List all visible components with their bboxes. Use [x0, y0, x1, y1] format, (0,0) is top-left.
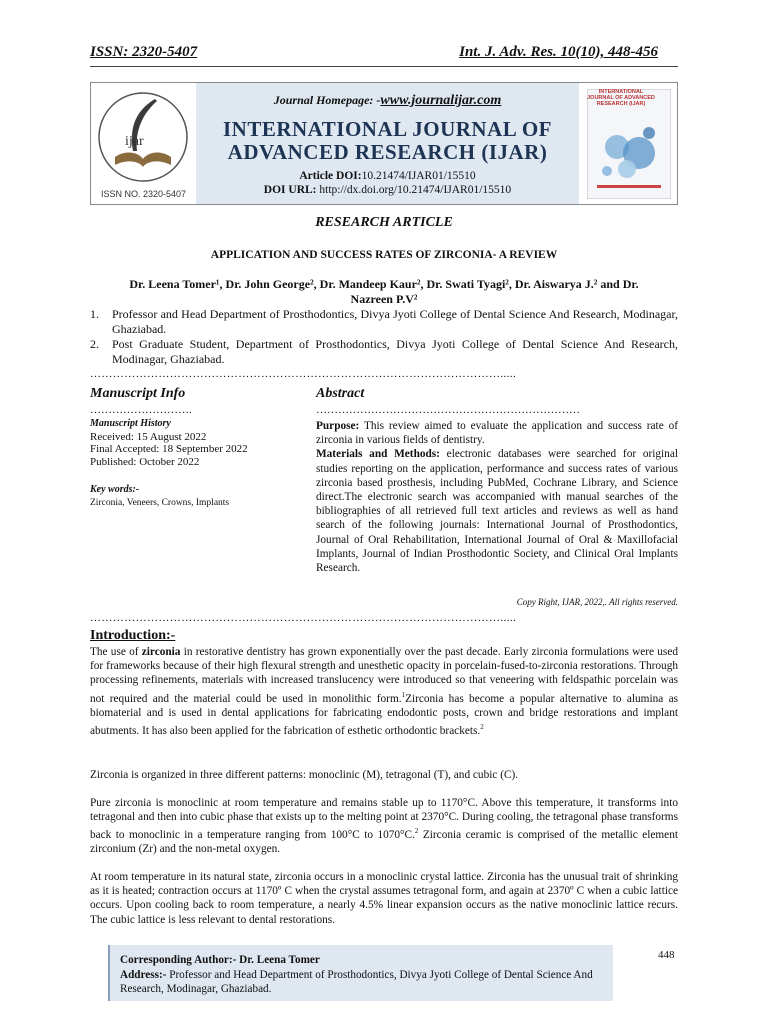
journal-reference: Int. J. Adv. Res. 10(10), 448-456	[459, 44, 658, 60]
keywords-label: Key words:-	[90, 484, 140, 495]
separator-bottom: ……………………………………………………………………………………………….....	[90, 612, 517, 624]
article-type: RESEARCH ARTICLE	[315, 215, 453, 230]
affiliation-number: 2.	[90, 337, 99, 351]
intro-paragraph-1: The use of zirconia in restorative dentistry has grown exponentially over the past decade. Early zirconia formulations were used for frameworks because of their high flexural strength and unesthetic opacity in porcelain-fused-to-zirconia restorations. Through processing refinements, materials with increased translucency were introduced so that veneering with feldspathic porcelain was not required and the material could be used in monolithic form.$^1$Zirconia has become a popular alternative to alumina as biomaterial and is used in dental applications for fabricating endodontic posts, crown and bridge restorations and implant abutments. It has also been applied for the fabrication of esthetic orthodontic brackets.$^2$	[90, 646, 678, 737]
zirconia-bold: zirconia	[141, 646, 181, 658]
introduction-heading: Introduction:-	[90, 628, 176, 643]
purpose-label: Purpose:	[316, 420, 360, 432]
manuscript-info-heading: Manuscript Info	[90, 386, 186, 401]
journal-banner	[90, 82, 678, 205]
abstract-methods	[316, 447, 678, 575]
address-text: Professor and Head Department of Prosthodontics, Divya Jyoti College of Dental Science And Research, Modinagar, Ghaziabad.	[120, 968, 593, 995]
manuscript-dots: ……………………….	[90, 404, 192, 416]
affiliation-number: 1.	[90, 307, 99, 321]
affiliation-text: Professor and Head Department of Prosthodontics, Divya Jyoti College of Dental Science And Research, Modinagar, Ghaziabad.	[112, 307, 678, 336]
citation: 1	[401, 690, 406, 699]
address-label: Address:-	[120, 968, 167, 981]
doi-value: 10.21474/IJAR01/15510	[361, 170, 476, 182]
citation: 2	[480, 722, 484, 731]
logo-text: ijar	[125, 134, 144, 149]
page-number: 448	[658, 949, 675, 961]
manuscript-info	[90, 418, 290, 509]
affiliation-text: Post Graduate Student, Department of Prosthodontics, Divya Jyoti College of Dental Science And Research, Modinagar, Ghaziabad.	[112, 337, 678, 366]
homepage-link[interactable]: www.journalijar.com	[380, 93, 502, 108]
published-date: Published: October 2022	[90, 455, 200, 468]
journal-title-line2: ADVANCED RESEARCH (IJAR)	[227, 140, 548, 164]
abstract-heading: Abstract	[316, 386, 365, 401]
manuscript-history-label: Manuscript History	[90, 418, 171, 429]
article-title: APPLICATION AND SUCCESS RATES OF ZIRCONIA- A REVIEW	[210, 249, 558, 261]
header-rule	[90, 66, 678, 67]
keywords: Zirconia, Veneers, Crowns, Implants	[90, 497, 230, 508]
doi-url-label: DOI URL:	[263, 184, 317, 196]
intro-paragraph-3: Pure zirconia is monoclinic at room temperature and remains stable up to 1170°C. Above this temperature, it transforms into tetragonal and then into cubic phase that exists up to the melting point at 2370°C. During cooling, the tetragonal phase transforms back to monoclinic in a temperature ranging from 100°C to 1070°C.$^2$ Zirconia ceramic is comprised of the metallic element zirconium (Zr) and the non-metal oxygen.	[90, 797, 678, 856]
doi-block	[196, 169, 579, 197]
intro-paragraph-4: At room temperature in its natural state, zirconia occurs in a monoclinic crystal lattice. Zirconia has the unusual trait of shrinking as it is heated; contraction occurs at 1170º C when the crystal assumes tetragonal form, and again at 2370º C when a cubic lattice occurs. Upon cooling back to room temperature, a nearly 4.5% linear expansion occurs as the native monoclinic lattice recurs. The cubic lattice is less relevant to dental restorations.	[90, 871, 678, 926]
abstract-purpose	[316, 419, 678, 447]
methods-label: Materials and Methods:	[316, 448, 440, 461]
affiliation-1	[90, 307, 678, 337]
doi-url[interactable]: http://dx.doi.org/10.21474/IJAR01/15510	[319, 184, 512, 196]
journal-title	[196, 118, 579, 164]
accepted-date: Final Accepted: 18 September 2022	[90, 443, 248, 455]
journal-title-line1: INTERNATIONAL JOURNAL OF	[223, 117, 552, 141]
citation: 2	[414, 827, 419, 836]
copyright: Copy Right, IJAR, 2022,. All rights reserved.	[516, 597, 678, 607]
doi-label: Article DOI:	[299, 170, 362, 182]
affiliation-2	[90, 337, 678, 367]
corresponding-author-box	[108, 945, 613, 1001]
banner-center	[196, 83, 579, 204]
cover-title: INTERNATIONAL JOURNAL OF ADVANCED RESEARCH (IJAR)	[587, 89, 655, 107]
authors-line1: Dr. Leena Tomer¹, Dr. John George², Dr. Mandeep Kaur², Dr. Swati Tyagi², Dr. Aiswarya J.² and Dr.	[129, 277, 639, 291]
received-date: Received: 15 August 2022	[90, 430, 207, 443]
ijar-logo-icon	[95, 89, 191, 185]
authors-line2: Nazreen P.V²	[350, 292, 418, 306]
journal-homepage	[196, 93, 579, 109]
abstract-body	[316, 419, 678, 575]
separator-top: ……………………………………………………………………………………………….....	[90, 368, 517, 380]
abstract-dots: ………………………………………………………………	[316, 404, 580, 416]
methods-text: electronic databases were searched for original studies reporting on the application, performance and success rates of various zirconia based prosthesis, including PubMed, Cochrane Library, and Science direct.The electronic search was accompanied with manual searches of the bibliographies of all retrieved full text articles and reviews as well as hand search of the following journals: International Journal of Prosthodontics, Journal of Oral Rehabilitation, International Journal of Oral & Maxillofacial Implants, Journal of Indian Prosthodontic Society, and Clinical Oral Implants Research.	[316, 448, 678, 575]
logo-issn: ISSN NO. 2320-5407	[100, 189, 187, 199]
corr-label: Corresponding Author:-	[120, 954, 237, 966]
author-list	[90, 277, 678, 307]
issn-header: ISSN: 2320-5407	[90, 44, 198, 60]
logo-panel	[91, 83, 196, 204]
corr-name: Dr. Leena Tomer	[236, 954, 320, 966]
homepage-label: Journal Homepage: -	[273, 93, 381, 107]
purpose-text: This review aimed to evaluate the application and success rate of zirconia in various fields of dentistry.	[316, 420, 678, 447]
cover-panel	[579, 83, 677, 204]
intro-paragraph-2: Zirconia is organized in three different patterns: monoclinic (M), tetragonal (T), and cubic (C).	[90, 769, 519, 781]
